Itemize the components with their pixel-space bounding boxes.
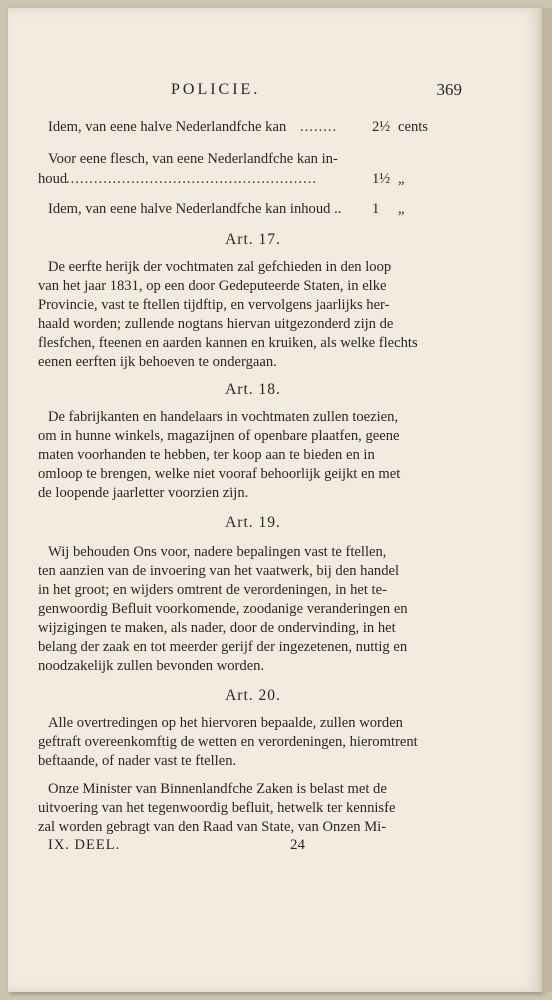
article-heading: Art. 18.	[225, 381, 281, 398]
text-line: ten aanzien van de invoering van het vaatwerk, bij den handel	[38, 563, 400, 579]
article-paragraph	[38, 714, 458, 771]
text-line: De fabrijkanten en handelaars in vochtmaten zullen toezien,	[48, 409, 399, 425]
text-line: beftaande, of nader vast te ftellen.	[38, 753, 237, 769]
text-line: eenen eerften ijk behoeven te ondergaan.	[38, 354, 277, 370]
signature-mark: IX. DEEL.	[48, 837, 121, 853]
text-line: De eerfte herijk der vochtmaten zal gefchieden in den loop	[48, 259, 392, 275]
text-line: flesfchen, fteenen en aarden kannen en kruiken, als welke flechts	[38, 335, 418, 351]
price-desc: Idem, van eene halve Nederlandfche kan inhoud ..	[48, 201, 342, 217]
article-paragraph	[38, 543, 458, 676]
text-line: genwoordig Befluit voorkomende, zoodanige veranderingen en	[38, 601, 408, 617]
price-amount: 1½	[372, 171, 391, 187]
price-row	[38, 200, 468, 220]
article-heading: Art. 19.	[225, 514, 281, 531]
text-line: om in hunne winkels, magazijnen of openbare plaatfen, geene	[38, 428, 400, 444]
sheet-number: 24	[290, 837, 305, 853]
price-amount: 1	[372, 201, 380, 217]
running-head	[38, 80, 468, 104]
text-line: van het jaar 1831, op een door Gedeputeerde Staten, in elke	[38, 278, 387, 294]
text-line: zal worden gebragt van den Raad van State, van Onzen Mi-	[38, 819, 387, 835]
price-unit: „	[398, 171, 405, 187]
price-amount: 2½	[372, 119, 391, 135]
article-heading: Art. 20.	[225, 687, 281, 704]
text-line: geftraft overeenkomftig de wetten en verordeningen, hieromtrent	[38, 734, 418, 750]
text-line: uitvoering van het tegenwoordig befluit, hetwelk ter kennisfe	[38, 800, 396, 816]
page-number: 369	[436, 80, 462, 99]
article-paragraph	[38, 258, 458, 372]
text-line: maten voorhanden te hebben, ter koop aan te bieden en in	[38, 447, 375, 463]
text-line: Wij behouden Ons voor, nadere bepalingen vast te ftellen,	[48, 544, 387, 560]
article-paragraph	[38, 408, 458, 503]
leader-dots: ........	[300, 119, 338, 135]
text-line: noodzakelijk zullen bevonden worden.	[38, 658, 265, 674]
price-desc-line: Voor eene flesch, van eene Nederlandfche kan in-	[48, 151, 338, 167]
price-desc-line: houd	[38, 171, 68, 187]
price-row	[38, 150, 468, 190]
text-line: haald worden; zullende nogtans hiervan uitgezonderd zijn de	[38, 316, 394, 332]
price-unit: „	[398, 201, 405, 217]
article-heading: Art. 17.	[225, 231, 281, 248]
text-line: Alle overtredingen op het hiervoren bepaalde, zullen worden	[48, 715, 403, 731]
leader-dots: ......................................................	[66, 171, 318, 187]
text-line: Onze Minister van Binnenlandfche Zaken is belast met de	[48, 781, 387, 797]
price-row	[38, 118, 468, 138]
text-line: in het groot; en wijders omtrent de verordeningen, in het te-	[38, 582, 387, 598]
text-line: Provincie, vast te ftellen tijdftip, en vervolgens jaarlijks her-	[38, 297, 390, 313]
page-edge	[542, 8, 552, 992]
text-line: wijzigingen te maken, als nader, door de ondervinding, in het	[38, 620, 396, 636]
closing-paragraph	[38, 780, 458, 837]
price-unit: cents	[398, 119, 428, 135]
text-line: belang der zaak en tot meerder gerijf der ingezetenen, nuttig en	[38, 639, 408, 655]
text-line: omloop te brengen, welke niet vooraf behoorlijk geijkt en met	[38, 466, 401, 482]
running-title: POLICIE.	[171, 81, 261, 98]
text-line: de loopende jaarletter voorzien zijn.	[38, 485, 249, 501]
price-desc: Idem, van eene halve Nederlandfche kan	[48, 119, 287, 135]
page-footer	[38, 836, 468, 858]
